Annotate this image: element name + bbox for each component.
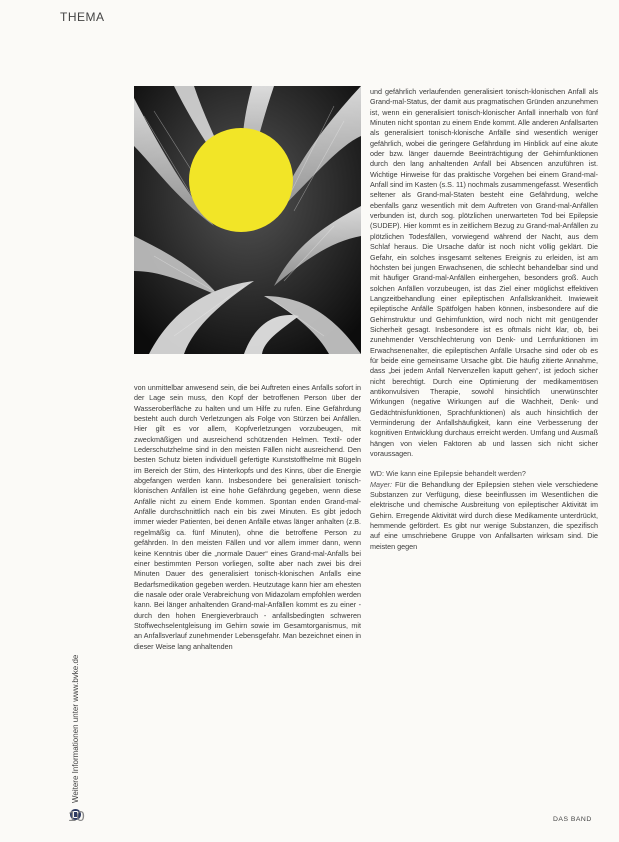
answer-speaker: Mayer: — [370, 479, 392, 489]
interview-question: WD: Wie kann eine Epilepsie behandelt werden? — [370, 469, 526, 479]
side-banner — [70, 655, 81, 820]
right-text-column — [370, 87, 598, 552]
feather-illustration — [134, 86, 361, 354]
page-number: 10 — [68, 808, 85, 825]
answer-text: Für die Behandlung der Epilepsien stehen viele verschiedene Substanzen zur Verfügung, diese beeinflussen im Wesentlichen die elektrische und chemische Ausbreitung von epileptischer Aktivität im Gehirn. Erregende Aktivität wird durch diese Medikamente unterdrückt, hemmende gefördert. Es gibt nur wenige Substanzen, die spezifisch auf eine umschriebene Gruppe von Anfallsarten wirksam sind. Die meisten gegen — [370, 479, 598, 551]
brand-label: DAS BAND — [553, 816, 592, 823]
left-column-paragraph: von unmittelbar anwesend sein, die bei Auftreten eines Anfalls sofort in der Lage sein muss, den Kopf der betroffenen Person über der Wasseroberfläche zu halten und um Hilfe zu rufen. Eine Gefährdung besteht auch durch Verletzungen als Folge von Stürzen bei Anfällen. Hier gilt es vor allem, Kopfverletzungen vorzubeugen, mit zweckmäßigen und ausreichend schützenden Helmen. Textil- oder Lederschutzhelme sind in den meisten Fällen nicht ausreichend. Den besten Schutz bieten individuell gefertigte Kunststoffhelme mit Bügeln im Bereich der Stirn, des Hinterkopfs und des Kinns, über die Energie abgefangen werden kann. Insbesondere bei generalisiert tonisch-klonischen Anfällen ist eine hohe Gefährdung gegeben, wenn diese Anfälle nicht zu einem Ende kommen. Spontan enden Grand-mal-Anfälle durchschnittlich nach ein bis zwei Minuten. Es gibt jedoch immer wieder Patienten, bei denen Anfälle etwas länger anhalten (z.B. regelmäßig ca. fünf Minuten), ohne die betroffene Person zu gefährden. In den meisten Fällen und vor allem immer dann, wenn keine Kenntnis über die „normale Dauer“ eines Grand-mal-Anfalls bei einer bestimmten Person vorliegen, sollte aber nach zwei bis drei Minuten Dauer des generalisiert tonisch-klonischen Anfalls eine Bedarfsmedikation gegeben werden. Heutzutage kann hier am ehesten die nasale oder orale Verabreichung von Midazolam empfohlen werden kann. Bei länger anhaltenden Grand-mal-Anfällen kommt es zu einer - durch den hohen Energieverbrauch - anfallsbedingten schweren Stoffwechselentgleisung im Gehirn sowie im Gesamtorganismus, mit an Anfallsverlauf zunehmender Lebensgefahr. Man bezeichnet einen in dieser Weise lang anhaltenden — [134, 383, 361, 651]
interview-answer — [370, 480, 598, 552]
section-label: THEMA — [60, 10, 105, 24]
right-column-paragraph: und gefährlich verlaufenden generalisiert tonisch-klonischen Anfall als Grand-mal-Status, der damit aus pragmatischen Gründen anzunehmen ist, wenn ein generalisiert tonisch-klonischer Anfall innerhalb von fünf Minuten nicht spontan zu einem Ende kommt. Alle anderen Anfallsarten als generalisiert tonisch-klonische Anfälle sind wesentlich weniger gefährlich, wobei die geringere Gefährdung im Hinblick auf eine akute oder bzw. länger dauernde Beeinträchtigung der Gehirnfunktionen durch den lang anhaltenden Anfall bei Absencen anzuführen ist. Wichtige Hinweise für das praktische Vorgehen bei einem Grand-mal-Anfall sind im Kasten (s.S. 11) nochmals zusammengefasst. Wesentlich seltener als Grand-mal-Staten besteht eine Gefährdung, welche ebenfalls ganz wesentlich mit dem Auftreten von Grand-mal-Anfällen verbunden ist, durch sog. plötzlichen unerwarteten Tod bei Epilepsie (SUDEP). Hier kommt es in zeitlichem Bezug zu Grand-mal-Anfällen zu plötzlichen Todesfällen, vorwiegend während der Nacht, aus dem Schlaf heraus. Die Ursache dafür ist noch nicht völlig geklärt. Die Gefahr, ein solches insgesamt seltenes Ereignis zu erleiden, ist am höchsten bei jungen Erwachsenen, die schlecht behandelbar sind und mit häufiger Grand-mal-Anfällen einhergehen, besonders groß. Auch solchen Anfällen vorzubeugen, ist das Ziel einer möglichst effektiven Langzeitbehandlung einer epileptischen Anfallskrankheit. Inwieweit epileptische Anfälle Spätfolgen haben können, insbesondere auf die Gehirnstruktur und Gehirnfunktion, wird noch nicht mit genügender Sicherheit gesagt. Insbesondere ist es oftmals nicht klar, ob, bei zunehmender Verschlechterung von Denk- und Lernfunktionen im Erwachsenenalter, die epileptischen Anfälle Ursache sind oder ob es für beide eine gemeinsame Ursache gibt. Die häufig zitierte Annahme, dass „bei jedem Anfall Nervenzellen kaputt gehen“, ist jedoch sicher nicht berechtigt. Durch eine Optimierung der medikamentösen antikonvulsiven Therapie, sowohl hinsichtlich unerwünschter Wirkungen (negative Wirkungen auf die Wachheit, Denk- und Gedächtnisfunktionen, Sprachfunktionen) als auch hinsichtlich der Verminderung der Anfallshäufigkeit, kann eine Verbesserung der kognitiven Entwicklung durchaus erreicht werden. Umfang und Ausmaß hängen von vielen Faktoren ab und lassen sich nicht sicher voraussagen. — [370, 87, 598, 459]
left-text-column — [134, 383, 361, 652]
side-banner-text: Weitere Informationen unter www.bvke.de — [71, 654, 80, 803]
feather-photo — [134, 86, 361, 354]
